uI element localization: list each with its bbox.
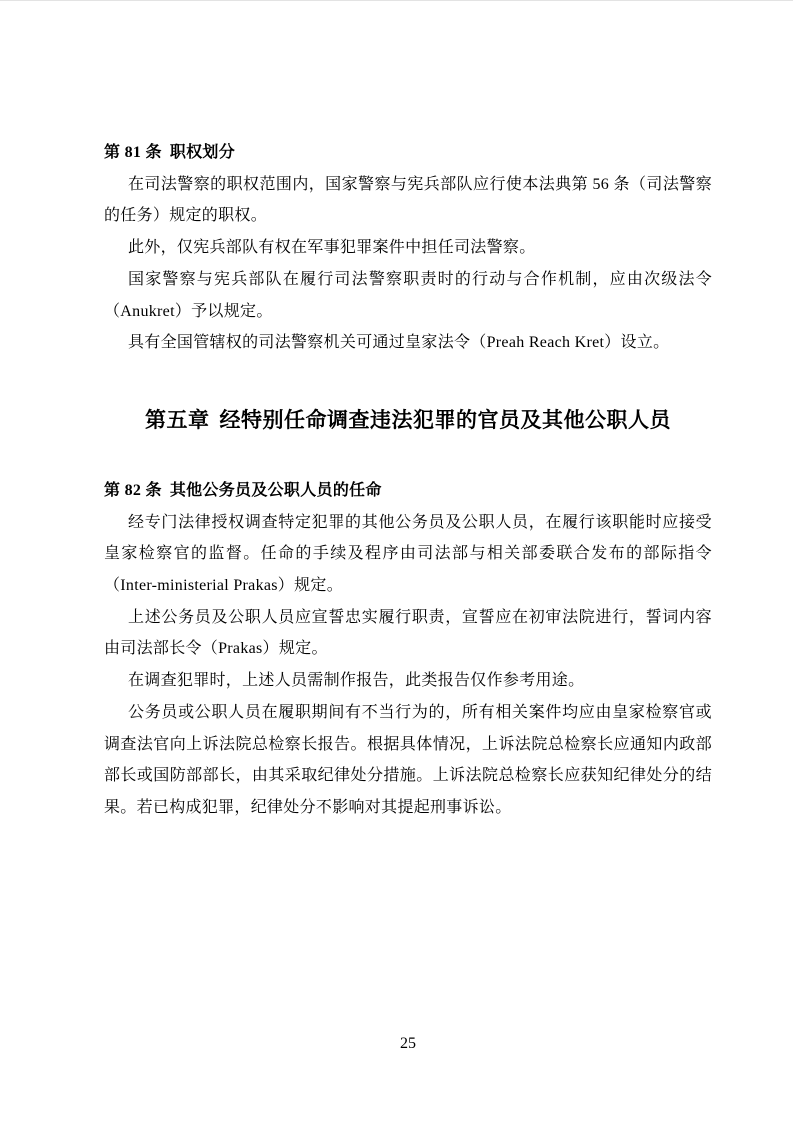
article-81-title: 职权划分 [169,144,236,161]
article-82-heading [104,475,712,507]
article-82-title: 其他公务员及公职人员的任命 [169,481,382,499]
article-82-paragraph-1: 经专门法律授权调查特定犯罪的其他公务员及公职人员，在履行该职能时应接受皇家检察官的监督。任命的手续及程序由司法部与相关部委联合发布的部际指令（Inter-ministerial Prakas）规定。 [104,513,712,595]
page-content [104,137,712,824]
article-82-number: 第 82 条 [104,481,162,499]
article-82-section [104,475,712,824]
article-82-paragraph-4: 公务员或公职人员在履职期间有不当行为的，所有相关案件均应由皇家检察官或调查法官向上诉法院总检察长报告。根据具体情况，上诉法院总检察长应通知内政部部长或国防部部长，由其采取纪律处分措施。上诉法院总检察长应获知纪律处分的结果。若已构成犯罪，纪律处分不影响对其提起刑事诉讼。 [104,703,712,816]
page-footer [104,1034,712,1054]
chapter-5-heading [104,402,712,438]
page-number: 25 [400,1035,416,1052]
chapter-5-title: 经特别任命调查违法犯罪的官员及其他公职人员 [219,407,671,432]
article-82-paragraph-3: 在调查犯罪时，上述人员需制作报告，此类报告仅作参考用途。 [128,672,585,690]
article-81-paragraph-4: 具有全国管辖权的司法警察机关可通过皇家法令（Preah Reach Kret）设立。 [128,334,670,352]
article-81-paragraph-3: 国家警察与宪兵部队在履行司法警察职责时的行动与合作机制，应由次级法令（Anukret）予以规定。 [104,270,712,320]
article-82-paragraph-2: 上述公务员及公职人员应宣誓忠实履行职责，宣誓应在初审法院进行，誓词内容由司法部长令（Prakas）规定。 [104,608,712,658]
article-81-number: 第 81 条 [104,144,162,161]
article-81-heading [104,137,712,169]
article-81-paragraph-2: 此外，仅宪兵部队有权在军事犯罪案件中担任司法警察。 [128,239,536,257]
page-top-edge [0,0,793,1]
chapter-5-number: 第五章 [145,407,210,432]
article-81-section [104,137,712,359]
article-81-paragraph-1: 在司法警察的职权范围内，国家警察与宪兵部队应行使本法典第 56 条（司法警察的任务）规定的职权。 [104,175,712,225]
